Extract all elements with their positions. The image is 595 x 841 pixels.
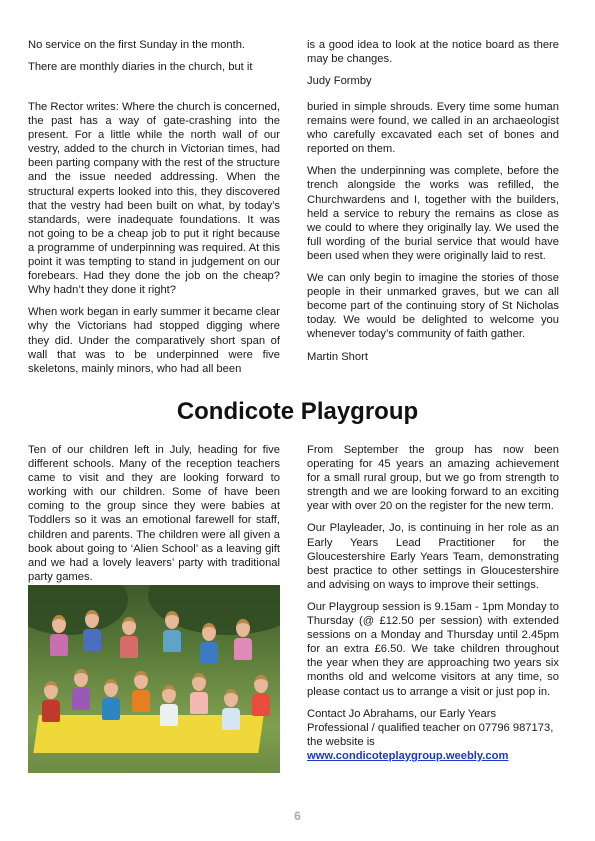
- playgroup-article-right: [307, 443, 559, 771]
- contact-text: Contact Jo Abrahams, our Early Years Professional / qualified teacher on 07796 987173, the website is: [307, 707, 554, 748]
- paragraph: From September the group has now been operating for 45 years an amazing achievement for a small rural group, but we go from strength to strength and we are looking forward to an exciting year with over 20 on the register for the new term.: [307, 444, 559, 513]
- signature: Martin Short: [307, 350, 368, 363]
- paragraph: The Rector writes: Where the church is concerned, the past has a way of gate-crashing into the present. For a little while the north wall of our vestry, added to the church in Victorian times, had been parting company with the rest of the structure and the issue needed addressing. When the structural experts looked into this, they discovered that the vestry had been built on what, by today’s standards, were inadequate foundations. It was not going to be a cheap job to put it right because a programme of underpinning was required. At this point it was tempting to stand in judgement on our forebears. Had they done the job on the cheap? Why hadn’t they done it right?: [28, 101, 280, 297]
- page-number: 6: [294, 809, 301, 823]
- paragraph: Ten of our children left in July, heading for five different schools. Many of the reception teachers came to visit and they are looking forward to working with our children. Some of have been coming to the group since they were babies at Toddlers so it was an emotional farewell for staff, children and parents. The children were all given a book about going to ‘Alien School’ as a leaving gift and we had a lovely leavers’ party with traditional party games.: [28, 444, 280, 583]
- paragraph: buried in simple shrouds. Every time some human remains were found, we called in an archaeologist who carefully excavated each set of bones and reported on them.: [307, 101, 559, 156]
- playgroup-article-left: [28, 443, 280, 592]
- signature: Judy Formby: [307, 75, 372, 88]
- contact-paragraph: [307, 707, 559, 763]
- paragraph: Our Playleader, Jo, is continuing in her role as an Early Years Lead Practitioner for the Gloucestershire Early Years Team, demonstrating best practice to other settings in Gloucestershire and advising on ways to improve their settings.: [307, 522, 559, 591]
- paragraph: When work began in early summer it became clear why the Victorians had stopped digging where they did. Under the comparatively short span of wall that was to be underpinned were five skeletons, mainly minors, who had all been: [28, 306, 280, 375]
- paragraph: There are monthly diaries in the church, but it: [28, 61, 253, 74]
- paragraph: We can only begin to imagine the stories of those people in their unmarked graves, but we can all become part of the continuing story of St Nicholas today. We would be delighted to welcome you whenever today’s community of faith gather.: [307, 272, 559, 341]
- rector-article-left: [28, 100, 280, 384]
- paragraph: Our Playgroup session is 9.15am - 1pm Monday to Thursday (@ £12.50 per session) with extended sessions on a Monday and Thursday until 2.45pm for an extra £6.50. We take children throughout the year when they are approaching two years six months old and welcome visitors at any time, so please contact us to arrange a visit or just pop in.: [307, 600, 559, 698]
- playgroup-heading: Condicote Playgroup: [176, 398, 419, 425]
- notice-right: [307, 38, 559, 96]
- notice-left: [28, 38, 280, 82]
- paragraph: is a good idea to look at the notice board as there may be changes.: [307, 39, 559, 66]
- children-group-photo: [28, 585, 280, 773]
- website-link[interactable]: www.condicoteplaygroup.weebly.com: [307, 749, 509, 762]
- paragraph: When the underpinning was complete, before the trench alongside the works was refilled, the Churchwardens and I, together with the builders, held a service to rebury the remains as close as we could to where they originally lay. We used the full wording of the burial service that would have been used when they were originally laid to rest.: [307, 165, 559, 262]
- paragraph: No service on the first Sunday in the month.: [28, 39, 246, 51]
- rector-article-right: [307, 100, 559, 372]
